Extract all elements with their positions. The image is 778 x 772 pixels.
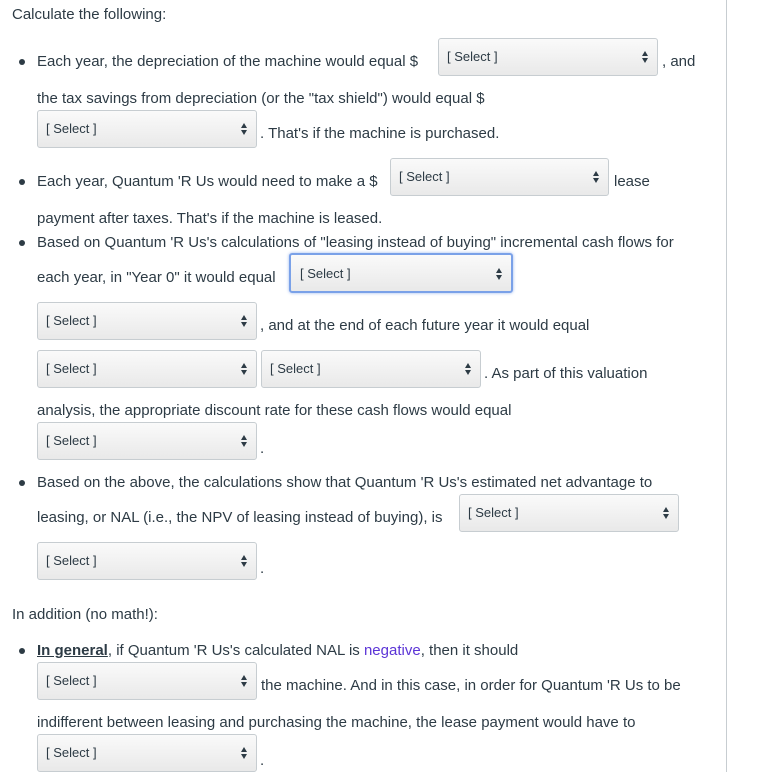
bullet xyxy=(19,648,25,654)
select-arrows-icon xyxy=(592,169,600,185)
depreciation-text: Each year, the depreciation of the machine would equal $ xyxy=(37,53,419,70)
indifferent-text: indifferent between leasing and purchasing the machine, the lease payment would have to xyxy=(37,714,636,731)
nal-intro-text: Based on the above, the calculations show that Quantum 'R Us's estimated net advantage to xyxy=(37,474,653,491)
nal-text: leasing, or NAL (i.e., the NPV of leasing instead of buying), is xyxy=(37,509,443,526)
addition-heading: In addition (no math!): xyxy=(12,606,158,623)
cash-flows-text: Based on Quantum 'R Us's calculations of "leasing instead of buying" incremental cash flows for xyxy=(37,234,674,251)
negative-word: negative xyxy=(363,642,421,659)
select-arrows-icon xyxy=(495,266,503,282)
period-text: . xyxy=(260,440,265,457)
select-arrows-icon xyxy=(240,121,248,137)
tax-shield-text: the tax savings from depreciation (or the "tax shield") would equal $ xyxy=(37,90,485,107)
nal-value-select[interactable]: [ Select ] xyxy=(37,542,257,580)
purchased-text: . That's if the machine is purchased. xyxy=(260,125,500,142)
discount-rate-text: analysis, the appropriate discount rate for these cash flows would equal xyxy=(37,402,512,419)
select-arrows-icon xyxy=(464,361,472,377)
lease-change-select[interactable]: [ Select ] xyxy=(37,734,257,772)
future-year-value-select[interactable]: [ Select ] xyxy=(261,350,481,388)
action-select[interactable]: [ Select ] xyxy=(37,662,257,700)
year-zero-sign-select[interactable]: [ Select ] xyxy=(37,302,257,340)
lease-payment-select[interactable]: [ Select ] xyxy=(390,158,609,196)
lease-text: lease xyxy=(614,173,650,190)
intro-text: Calculate the following: xyxy=(12,6,167,23)
content-divider xyxy=(726,0,727,772)
select-arrows-icon xyxy=(240,433,248,449)
nal-sign-select[interactable]: [ Select ] xyxy=(459,494,679,532)
select-arrows-icon xyxy=(240,745,248,761)
select-arrows-icon xyxy=(662,505,670,521)
machine-text: the machine. And in this case, in order for Quantum 'R Us to be xyxy=(261,677,681,694)
depreciation-select[interactable]: [ Select ] xyxy=(438,38,658,76)
bullet xyxy=(19,179,25,185)
lease-payment-text: Each year, Quantum 'R Us would need to make a $ xyxy=(37,173,378,190)
select-arrows-icon xyxy=(240,313,248,329)
bullet xyxy=(19,240,25,246)
tax-shield-select[interactable]: [ Select ] xyxy=(37,110,257,148)
in-general-bold: In general xyxy=(37,642,108,659)
leased-text: payment after taxes. That's if the machine is leased. xyxy=(37,210,383,227)
select-arrows-icon xyxy=(240,553,248,569)
discount-rate-select[interactable]: [ Select ] xyxy=(37,422,257,460)
period-text: . xyxy=(260,752,265,769)
bullet xyxy=(19,59,25,65)
and-text: , and xyxy=(662,53,696,70)
future-year-text: , and at the end of each future year it would equal xyxy=(260,317,590,334)
period-text: . xyxy=(260,560,265,577)
select-arrows-icon xyxy=(641,49,649,65)
select-arrows-icon xyxy=(240,673,248,689)
in-general-text: In general, if Quantum 'R Us's calculated NAL is negative, then it should xyxy=(37,642,519,659)
year-zero-text: each year, in "Year 0" it would equal xyxy=(37,269,276,286)
year-zero-select[interactable]: [ Select ] xyxy=(289,253,513,293)
future-year-sign-select[interactable]: [ Select ] xyxy=(37,350,257,388)
select-arrows-icon xyxy=(240,361,248,377)
bullet xyxy=(19,480,25,486)
valuation-text: . As part of this valuation xyxy=(484,365,648,382)
